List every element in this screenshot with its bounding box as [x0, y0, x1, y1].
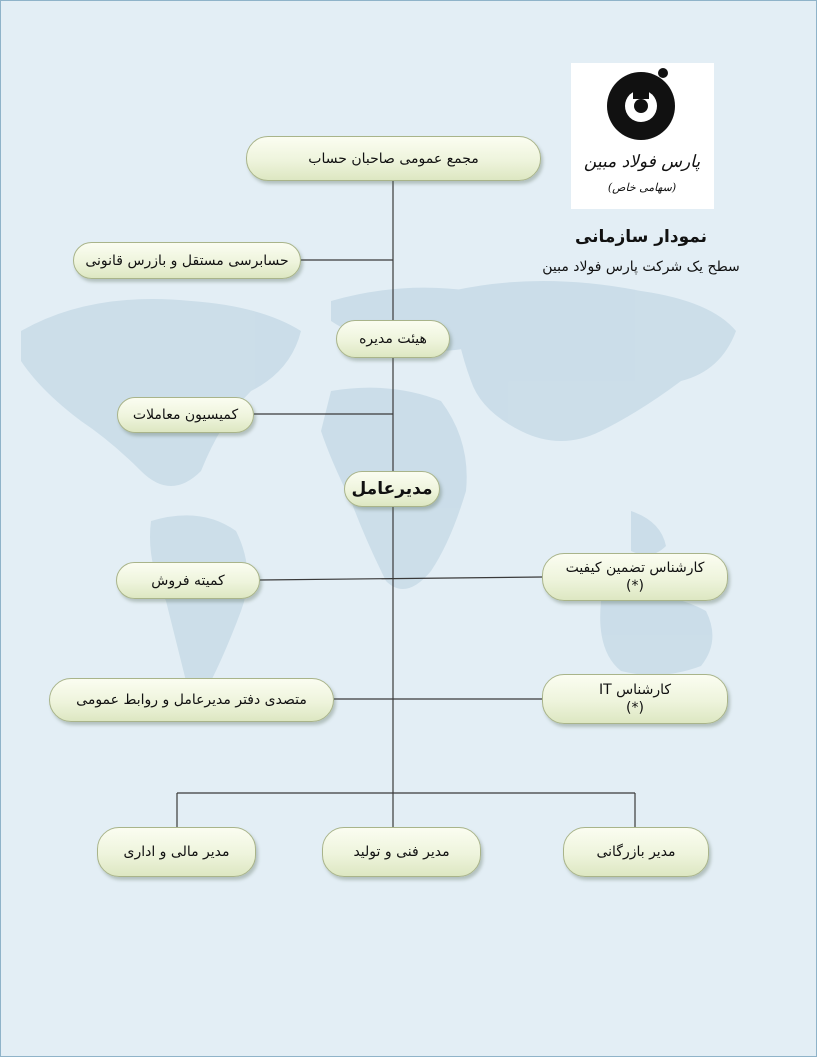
node-sales-committee [116, 562, 260, 599]
node-label: هیئت مدیره [359, 331, 427, 347]
chart-title: نمودار سازمانی [574, 227, 708, 247]
node-office-head [49, 678, 334, 722]
node-board [336, 320, 450, 358]
node-label: مدیرعامل [351, 479, 433, 499]
node-label: مدیر مالی و اداری [123, 844, 230, 860]
node-label: کارشناس تضمین کیفیت [565, 560, 705, 576]
node-technical-manager [322, 827, 481, 877]
node-label: مجمع عمومی صاحبان حساب [308, 150, 479, 167]
node-note: (*) [626, 700, 644, 716]
sales-qc-connector [260, 577, 542, 580]
node-finance-manager [97, 827, 256, 877]
node-label: مدیر فنی و تولید [353, 844, 450, 860]
node-note: (*) [626, 578, 644, 594]
node-label: کمیته فروش [151, 572, 225, 589]
node-commercial-manager [563, 827, 709, 877]
chart-subtitle: سطح یک شرکت پارس فولاد مبین [542, 259, 740, 275]
node-transactions-committee [117, 397, 254, 433]
node-label: مدیر بازرگانی [596, 844, 676, 860]
node-label: کارشناس IT [598, 682, 672, 698]
node-label: متصدی دفتر مدیرعامل و روابط عمومی [76, 692, 307, 708]
company-logo [571, 63, 714, 209]
logo-emblem-icon [571, 63, 714, 209]
logo-subtitle-text: (سهامی خاص) [607, 181, 677, 194]
logo-name-text: پارس فولاد مبین [583, 152, 701, 172]
node-qc-expert [542, 553, 728, 601]
node-ceo [344, 471, 440, 507]
node-general-assembly [246, 136, 541, 181]
node-label: حسابرسی مستقل و بازرس قانونی [85, 252, 289, 269]
node-it-expert [542, 674, 728, 724]
node-label: کمیسیون معاملات [132, 407, 239, 423]
node-auditor [73, 242, 301, 279]
